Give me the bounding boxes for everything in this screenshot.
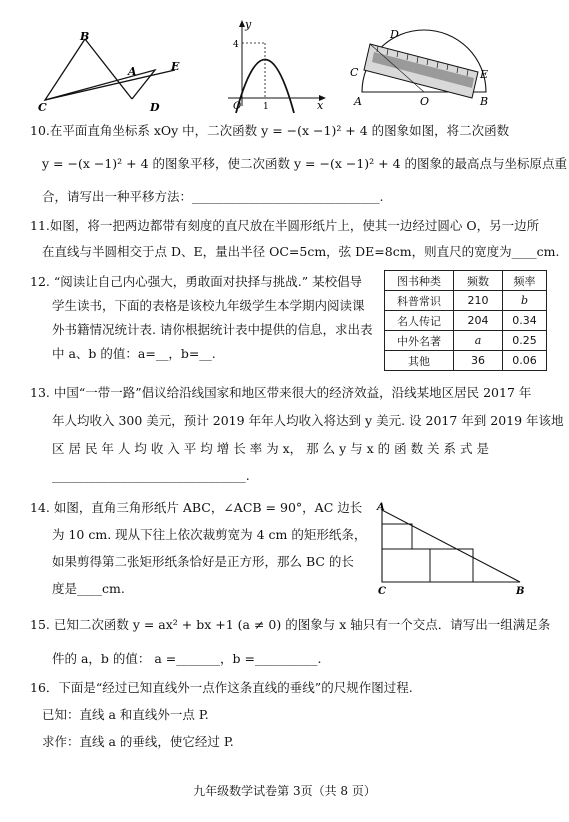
axis-y-label: y (245, 18, 252, 31)
table-cell: 0.06 (503, 351, 547, 371)
q11-line1: 11.如图，将一把两边都带有刻度的直尺放在半圆形纸片上，使其一边经过圆心 O，另一边所 (30, 218, 540, 233)
label-E: E (480, 68, 489, 81)
reading-stats-table (384, 270, 547, 371)
q13-line3: 区 居 民 年 人 均 收 入 平 均 增 长 率 为 x， 那 么 y 与 x 的 函 数 关 系 式 是 (52, 441, 489, 456)
q14-line2: 为 10 cm. 现从下往上依次裁剪宽为 4 cm 的矩形纸条， (52, 527, 367, 542)
table-row (385, 351, 547, 371)
table-cell: 210 (454, 291, 503, 311)
figure-ruler-semicircle (348, 22, 498, 112)
figure-right-triangle (372, 500, 532, 600)
table-row (385, 291, 547, 311)
label-D: D (150, 101, 160, 114)
label-B: B (80, 30, 90, 43)
table-cell: 其他 (385, 351, 454, 371)
table-cell: 名人传记 (385, 311, 454, 331)
label-B: B (480, 95, 489, 108)
table-cell: 36 (454, 351, 503, 371)
label-C: C (350, 66, 359, 79)
q13-line4: _______________________________. (52, 468, 250, 483)
q10-line2: y = −(x −1)² + 4 的图象平移，使二次函数 y = −(x −1)² + 4 的图象的最高点与坐标原点重 (42, 156, 568, 171)
tick-1: 1 (263, 102, 269, 112)
table-cell: 科普常识 (385, 291, 454, 311)
label-O: O (420, 95, 430, 108)
table-row (385, 331, 547, 351)
q15-line1: 15. 已知二次函数 y = ax² + bx +1 (a ≠ 0) 的图象与 x 轴只有一个交点．请写出一组满足条 (30, 617, 551, 632)
q14-line3: 如果剪得第二张矩形纸条恰好是正方形，那么 BC 的长 (52, 554, 354, 569)
figure-parabola (222, 18, 330, 113)
label-E: E (171, 60, 180, 73)
page-footer: 九年级数学试卷第 3页（共 8 页） (193, 784, 376, 798)
label-A: A (354, 95, 362, 108)
table-header-row (385, 271, 547, 291)
label-C: C (38, 101, 47, 114)
figure-triangles (30, 26, 190, 118)
q14-line4: 度是____cm. (52, 581, 125, 596)
table-header: 图书种类 (385, 271, 454, 291)
q10-line3: 合，请写出一种平移方法：______________________________. (42, 189, 384, 204)
q12-line2: 学生读书，下面的表格是该校九年级学生本学期内阅读课 (52, 298, 365, 313)
table-header: 频数 (454, 271, 503, 291)
table-cell: a (454, 331, 503, 351)
q14-line1: 14. 如图，直角三角形纸片 ABC，∠ACB = 90°，AC 边长 (30, 500, 363, 515)
q12-line1: 12. “阅读让自己内心强大，勇敢面对抉择与挑战.” 某校倡导 (30, 274, 363, 289)
q13-line1: 13. 中国“一带一路”倡议给沿线国家和地区带来很大的经济效益，沿线某地区居民 2017 年 (30, 385, 532, 400)
label-D: D (390, 28, 399, 41)
label-A: A (128, 65, 137, 78)
q16-line2: 已知：直线 a 和直线外一点 P. (42, 707, 209, 722)
origin-label: O (233, 101, 242, 112)
table-cell: 中外名著 (385, 331, 454, 351)
q16-line1: 16．下面是“经过已知直线外一点作这条直线的垂线”的尺规作图过程. (30, 680, 413, 695)
table-cell: 0.34 (503, 311, 547, 331)
q15-line2: 件的 a，b 的值： a =_______，b =__________. (52, 651, 322, 666)
q16-line3: 求作：直线 a 的垂线，使它经过 P. (42, 734, 234, 749)
table-row (385, 311, 547, 331)
axis-x-label: x (317, 99, 324, 112)
table-cell: 204 (454, 311, 503, 331)
q10-line1: 10.在平面直角坐标系 xOy 中，二次函数 y = −(x −1)² + 4 的图象如图，将二次函数 (30, 123, 510, 138)
label-B: B (516, 586, 525, 597)
tick-4: 4 (233, 40, 239, 50)
label-C: C (378, 586, 386, 597)
label-A: A (377, 502, 385, 513)
table-cell: 0.25 (503, 331, 547, 351)
table-header: 频率 (503, 271, 547, 291)
table-cell: b (503, 291, 547, 311)
q11-line2: 在直线与半圆相交于点 D、E，量出半径 OC=5cm，弦 DE=8cm，则直尺的宽度为____cm. (42, 244, 560, 259)
q13-line2: 年人均收入 300 美元，预计 2019 年年人均收入将达到 y 美元. 设 2017 年到 2019 年该地 (52, 413, 564, 428)
q12-line3: 外书籍情况统计表. 请你根据统计表中提供的信息，求出表 (52, 322, 373, 337)
q12-line4: 中 a、b 的值：a=__，b=__. (52, 346, 216, 361)
